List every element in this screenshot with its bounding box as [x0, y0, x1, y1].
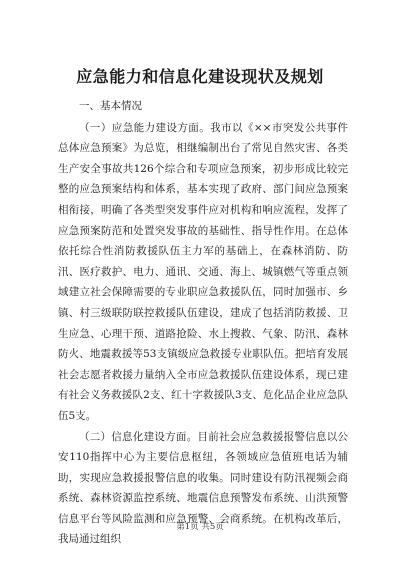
- document-body: [58, 96, 348, 550]
- section-heading: 一、基本情况: [79, 100, 142, 112]
- paragraph-emergency-capability: （一）应急能力建设方面。我市以《××市突发公共事件总体应急预案》为总览，相继编制出台了常见自然灾害、各类生产安全事故共126个综合和专项应急预案，初步形成比较完整的应急预案结构和体系，基本实现了政府、部门间应急预案相衔接，明确了各类型突发事件应对机构和响应流程，发挥了应急预案防范和处置突发事故的基础性、指导性作用。在总体依托综合性消防救援队伍主力军的基础上，在森林消防、防汛、医疗救护、电力、通讯、交通、海上、城镇燃气等重点领域建立社会保障需要的专业职应急救援队伍，同时加强市、乡镇、村三级联防联控救援队伍建设，建成了包括消防救援、卫生应急、心理干预、道路抢险、水上搜救、气象、防汛、森林防火、地震救援等53支镇级应急救援专业职队伍。把培育发展社会志愿者救援力量纳入全市应急救援队伍建设体系，现已建有社会义务救援队2支、红十字救援队3支、危化品企业应急队伍5支。: [58, 121, 348, 422]
- page-footer: 第1页 共5页: [176, 522, 224, 532]
- document-title: 应急能力和信息化建设现状及规划: [76, 67, 324, 86]
- paragraph-informatization: （二）信息化建设方面。目前社会应急救援报警信息以公安110指挥中心为主要信息枢纽，各领域应急值班电话为辅助，实现应急救援报警信息的收集。同时建设有防汛视频会商系统、森林资源监控系统、地震信息预警发布系统、山洪预警信息平台等风险监测和应急预警、会商系统。在机构改革后，我局通过组织: [58, 430, 348, 546]
